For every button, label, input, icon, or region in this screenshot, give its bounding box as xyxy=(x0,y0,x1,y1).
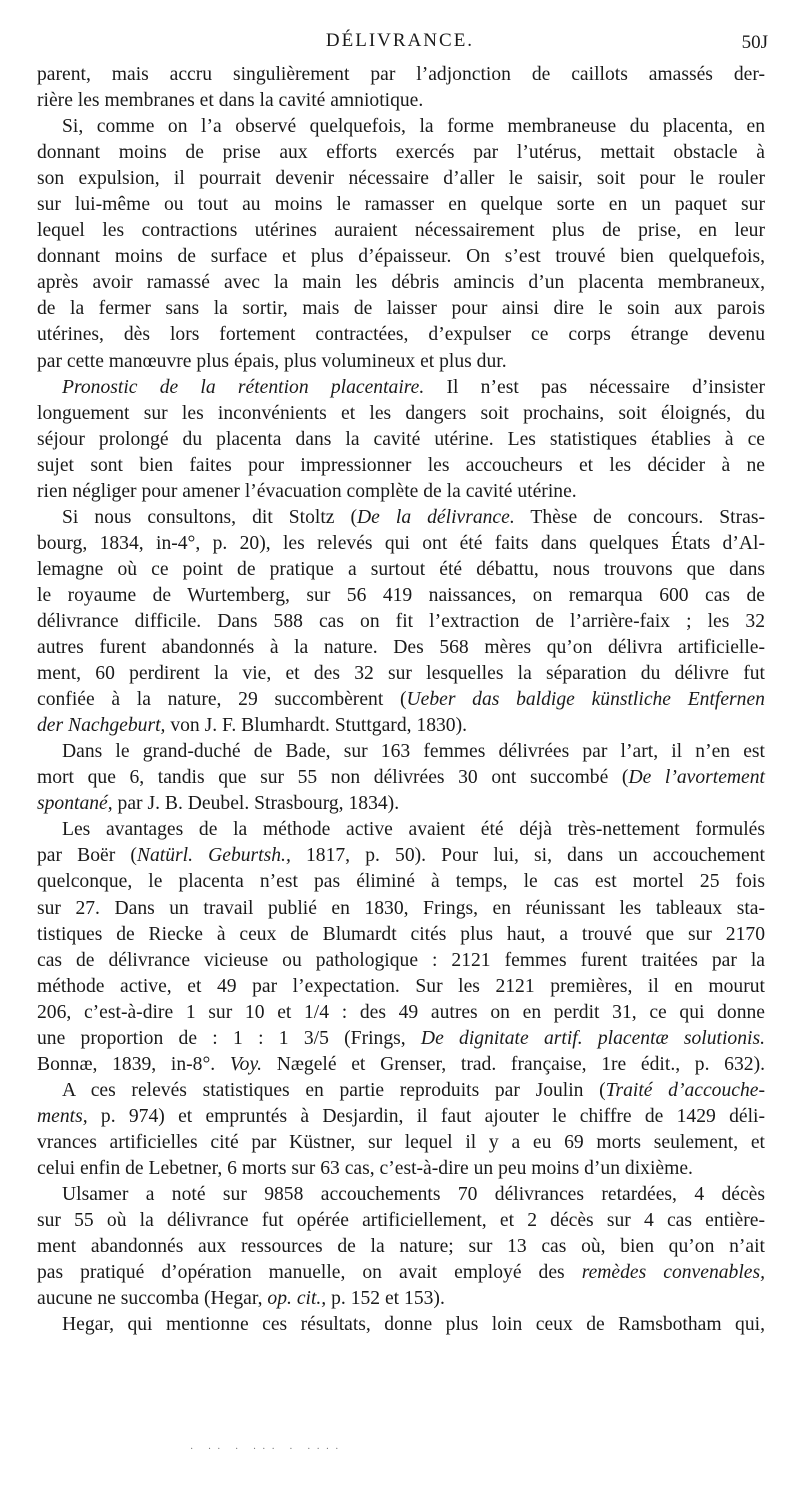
italic-reference: De la délivrance. xyxy=(357,506,515,528)
line-text: von J. F. Blumhardt. Stuttgard, 1830). xyxy=(165,715,468,737)
italic-reference: spontané, xyxy=(37,793,113,815)
text-line xyxy=(37,349,765,375)
line-text: par Boër ( xyxy=(37,845,137,867)
line-text: Bonnæ, 1839, in-8°. xyxy=(37,1053,230,1075)
text-line xyxy=(37,948,765,974)
line-text: une proportion de : 1 : 1 3/5 (Frings, xyxy=(37,1027,421,1049)
text-line xyxy=(37,1104,765,1130)
text-line xyxy=(37,713,765,739)
line-text: longuement sur les inconvénients et les dangers soit prochains, soit éloignés, du xyxy=(37,402,765,424)
text-line xyxy=(37,296,765,322)
line-text: Thèse de concours. Stras- xyxy=(514,506,765,528)
italic-reference: Ueber das baldige künstliche Entfernen xyxy=(406,689,765,711)
text-line xyxy=(37,375,765,401)
line-text: son expulsion, il pourrait devenir nécessaire d’aller le saisir, soit pour le rouler xyxy=(37,168,765,190)
line-text: Dans le grand-duché de Bade, sur 163 femmes délivrées par l’art, il n’en est xyxy=(62,741,765,763)
text-line xyxy=(37,661,765,687)
text-line xyxy=(37,739,765,765)
text-line xyxy=(37,531,765,557)
line-text: Il n’est pas nécessaire d’insister xyxy=(424,376,765,398)
line-text: pas pratiqué d’opération manuelle, on avait employé des xyxy=(37,1262,582,1284)
text-line xyxy=(37,635,765,661)
italic-reference: remèdes convenables, xyxy=(581,1262,765,1284)
line-text: par cette manœuvre plus épais, plus volumineux et plus dur. xyxy=(37,350,507,372)
line-text: méthode active, et 49 par l’expectation. Sur les 2121 premières, il en mourut xyxy=(37,975,765,997)
text-line xyxy=(37,974,765,1000)
line-text: p. 974) et empruntés à Desjardin, il faut ajouter le chiffre de 1429 déli- xyxy=(87,1105,765,1127)
text-line xyxy=(37,896,765,922)
text-line xyxy=(37,1130,765,1156)
line-text: confiée à la nature, 29 succombèrent ( xyxy=(37,689,407,711)
line-text: tistiques de Riecke à ceux de Blumardt cités plus haut, a trouvé que sur 2170 xyxy=(37,923,765,945)
text-line xyxy=(37,922,765,948)
line-text: Ulsamer a noté sur 9858 accouchements 70 délivrances retardées, 4 décès xyxy=(62,1184,765,1206)
line-text: par J. B. Deubel. Strasbourg, 1834). xyxy=(112,793,400,815)
italic-reference: der Nachgeburt, xyxy=(37,715,166,737)
footer-print-marks: · ·· · ··· · ···· xyxy=(190,1444,345,1455)
line-text: celui enfin de Lebetner, 6 morts sur 63 cas, c’est-à-dire un peu moins d’un dixième. xyxy=(37,1157,693,1179)
text-line xyxy=(37,1312,765,1338)
line-text: 206, c’est-à-dire 1 sur 10 et 1/4 : des 49 autres on en perdit 31, ce qui donne xyxy=(37,1001,765,1023)
line-text: séjour prolongé du placenta dans la cavité utérine. Les statistiques établies à ce xyxy=(37,428,765,450)
line-text: parent, mais accru singulièrement par l’adjonction de caillots amassés der- xyxy=(37,64,765,85)
line-text: sujet sont bien faites pour impressionner les accoucheurs et les décider à ne xyxy=(37,454,765,476)
text-line xyxy=(37,166,765,192)
text-line xyxy=(37,1286,765,1312)
text-line xyxy=(37,609,765,635)
body-text xyxy=(37,62,765,1338)
text-line xyxy=(37,1000,765,1026)
italic-reference: De l’avortement xyxy=(628,767,765,789)
line-text: mort que 6, tandis que sur 55 non délivrées 30 ont succombé ( xyxy=(37,767,629,789)
italic-reference: ments, xyxy=(37,1105,88,1127)
text-line xyxy=(37,192,765,218)
page-number: 50J xyxy=(741,32,768,53)
line-text: 1817, p. 50). Pour lui, si, dans un accouchement xyxy=(290,845,765,867)
text-line xyxy=(37,687,765,713)
section-heading: Pronostic de la rétention placentaire. xyxy=(62,376,425,398)
text-line xyxy=(37,244,765,270)
line-text: bourg, 1834, in-4°, p. 20), les relevés qui ont été faits dans quelques États d’Al- xyxy=(37,532,765,554)
text-line xyxy=(37,114,765,140)
italic-reference: op. cit., xyxy=(267,1288,327,1310)
italic-reference: Natürl. Geburtsh., xyxy=(136,845,291,867)
italic-reference: Voy. xyxy=(229,1053,262,1075)
line-text: p. 152 et 153). xyxy=(326,1288,445,1310)
line-text: sur 27. Dans un travail publié en 1830, Frings, en réunissant les tableaux sta- xyxy=(37,897,765,919)
text-line xyxy=(37,843,765,869)
line-text: rien négliger pour amener l’évacuation complète de la cavité utérine. xyxy=(37,480,577,502)
line-text: Si nous consultons, dit Stoltz ( xyxy=(62,506,358,528)
text-line xyxy=(37,140,765,166)
line-text: Les avantages de la méthode active avaient été déjà très-nettement formulés xyxy=(62,819,765,841)
line-text: lequel les contractions utérines auraient nécessairement plus de prise, en leur xyxy=(37,220,765,242)
text-line xyxy=(37,270,765,296)
line-text: Hegar, qui mentionne ces résultats, donne plus loin ceux de Ramsbotham qui, xyxy=(62,1314,765,1336)
text-line xyxy=(37,427,765,453)
line-text: sur 55 où la délivrance fut opérée artificiellement, et 2 décès sur 4 cas entière- xyxy=(37,1210,765,1232)
text-line xyxy=(37,1026,765,1052)
text-line xyxy=(37,1156,765,1182)
line-text: vrances artificielles cité par Küstner, sur lequel il y a eu 69 morts seulement, et xyxy=(37,1131,765,1153)
text-line xyxy=(37,1208,765,1234)
text-line xyxy=(37,583,765,609)
line-text: délivrance difficile. Dans 588 cas on fit l’extraction de l’arrière-faix ; les 32 xyxy=(37,610,765,632)
text-line xyxy=(37,765,765,791)
line-text: cas de délivrance vicieuse ou pathologique : 2121 femmes furent traitées par la xyxy=(37,949,765,971)
text-line xyxy=(37,1078,765,1104)
line-text: ment, 60 perdirent la vie, et des 32 sur lesquelles la séparation du délivre fut xyxy=(37,663,765,685)
line-text: sur lui-même ou tout au moins le ramasser en quelque sorte en un paquet sur xyxy=(37,194,765,216)
line-text: donnant moins de surface et plus d’épaisseur. On s’est trouvé bien quelquefois, xyxy=(37,246,765,268)
line-text: rière les membranes et dans la cavité amniotique. xyxy=(37,90,424,112)
italic-reference: Traité d’accouche- xyxy=(605,1079,765,1101)
text-line xyxy=(37,218,765,244)
text-line xyxy=(37,88,765,114)
line-text: Si, comme on l’a observé quelquefois, la forme membraneuse du placenta, en xyxy=(62,116,765,138)
line-text: autres furent abandonnés à la nature. Des 568 mères qu’on délivra artificielle- xyxy=(37,637,765,659)
line-text: ment abandonnés aux ressources de la nature; sur 13 cas où, bien qu’on n’ait xyxy=(37,1236,765,1258)
running-title: DÉLIVRANCE. xyxy=(325,30,475,51)
text-line xyxy=(37,1260,765,1286)
line-text: donnant moins de prise aux efforts exercés par l’utérus, mettait obstacle à xyxy=(37,142,765,164)
text-line xyxy=(37,791,765,817)
line-text: après avoir ramassé avec la main les débris amincis d’un placenta membraneux, xyxy=(37,272,765,294)
line-text: quelconque, le placenta n’est pas éliminé à temps, le cas est mortel 25 fois xyxy=(37,871,765,893)
line-text: le royaume de Wurtemberg, sur 56 419 naissances, on remarqua 600 cas de xyxy=(37,584,765,606)
text-line xyxy=(37,1234,765,1260)
text-line xyxy=(37,453,765,479)
line-text: lemagne où ce point de pratique a surtout été débattu, nous trouvons que dans xyxy=(37,558,765,580)
text-line xyxy=(37,322,765,348)
line-text: de la fermer sans la sortir, mais de laisser pour ainsi dire le soin aux parois xyxy=(37,298,765,320)
text-line xyxy=(37,1052,765,1078)
text-line xyxy=(37,479,765,505)
text-line xyxy=(37,869,765,895)
line-text: A ces relevés statistiques en partie reproduits par Joulin ( xyxy=(62,1079,606,1101)
line-text: aucune ne succomba (Hegar, xyxy=(37,1288,268,1310)
line-text: Nægelé et Grenser, trad. française, 1re édit., p. 632). xyxy=(262,1053,765,1075)
text-line xyxy=(37,1182,765,1208)
line-text: utérines, dès lors fortement contractées, d’expulser ce corps étrange devenu xyxy=(37,324,765,346)
text-line xyxy=(37,401,765,427)
text-line xyxy=(37,505,765,531)
page-header xyxy=(0,26,800,56)
italic-reference: De dignitate artif. placentæ solutionis. xyxy=(420,1027,765,1049)
text-line xyxy=(37,817,765,843)
text-line xyxy=(37,557,765,583)
text-line xyxy=(37,62,765,88)
